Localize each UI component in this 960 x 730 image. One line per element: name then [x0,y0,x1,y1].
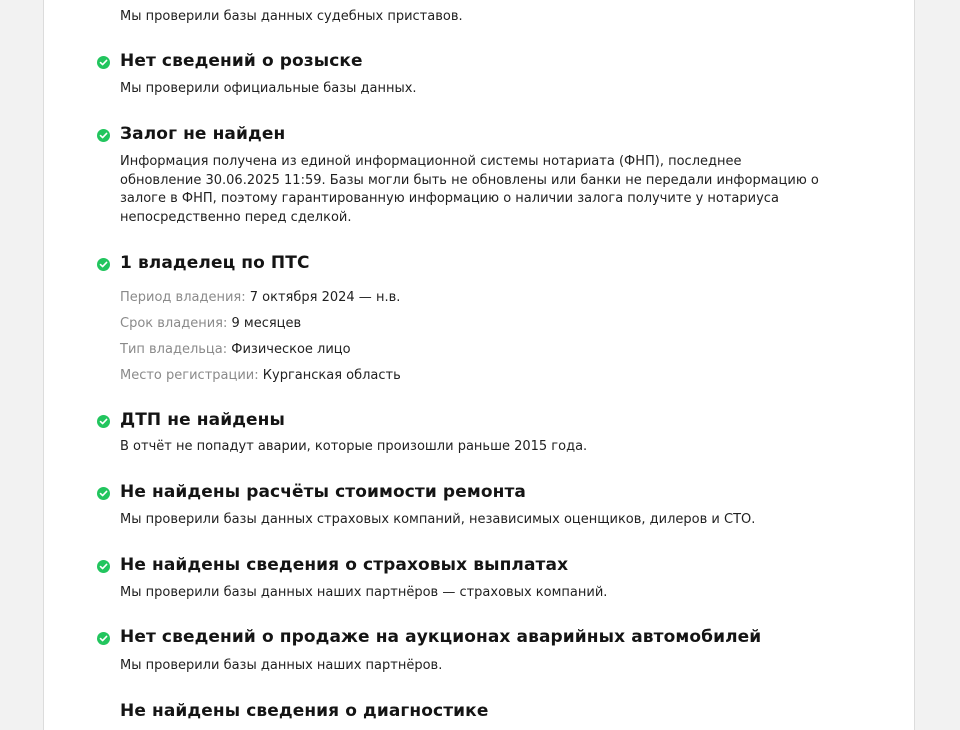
registration-place-label: Место регистрации: [120,368,259,383]
owner-type-value: Физическое лицо [231,342,351,357]
auctions-title: Нет сведений о продаже на аукционах аварийных автомобилей [120,627,762,647]
check-circle-icon [97,560,110,573]
pledge-description-line: Информация получена из единой информационной системы нотариата (ФНП), последнее [120,154,742,169]
wanted-description: Мы проверили официальные базы данных. [120,81,417,96]
accidents-description: В отчёт не попадут аварии, которые произошли раньше 2015 года. [120,439,588,454]
insurance-payouts-title: Не найдены сведения о страховых выплатах [120,555,569,575]
check-circle-icon [97,129,110,142]
owner-type-row [120,342,351,357]
pledge-description [120,153,840,227]
wanted-title: Нет сведений о розыске [120,51,363,71]
pledge-description-line: залоге в ФНП, поэтому гарантированную информацию о наличии залога получите у нотариуса [120,191,779,206]
check-circle-icon [97,415,110,428]
registration-place-value: Курганская область [262,368,401,383]
ownership-period-row [120,290,400,305]
repair-estimates-title: Не найдены расчёты стоимости ремонта [120,482,526,502]
ownership-period-value: 7 октября 2024 — н.в. [249,290,401,305]
check-circle-icon [97,487,110,500]
owners-title: 1 владелец по ПТС [120,253,310,273]
check-circle-icon [97,258,110,271]
repair-estimates-description: Мы проверили базы данных страховых компаний, независимых оценщиков, дилеров и СТО. [120,512,756,527]
pledge-description-line: обновление 30.06.2025 11:59. Базы могли быть не обновлены или банки не передали информацию о [120,172,819,188]
owner-type-label: Тип владельца: [120,342,228,357]
registration-place-row [120,368,401,383]
bailiffs-description: Мы проверили базы данных судебных приставов. [120,9,463,24]
insurance-payouts-description: Мы проверили базы данных наших партнёров — страховых компаний. [120,585,608,600]
report-card [43,0,915,730]
ownership-duration-value: 9 месяцев [231,316,302,331]
ownership-period-label: Период владения: [120,290,246,305]
ownership-duration-label: Срок владения: [120,316,228,331]
diagnostics-title: Не найдены сведения о диагностике [120,701,489,721]
auctions-description: Мы проверили базы данных наших партнёров. [120,658,443,673]
accidents-title: ДТП не найдены [120,410,285,430]
pledge-title: Залог не найден [120,124,286,144]
check-circle-icon [97,632,110,645]
pledge-description-line: непосредственно перед сделкой. [120,209,352,225]
ownership-duration-row [120,316,301,331]
check-circle-icon [97,56,110,69]
